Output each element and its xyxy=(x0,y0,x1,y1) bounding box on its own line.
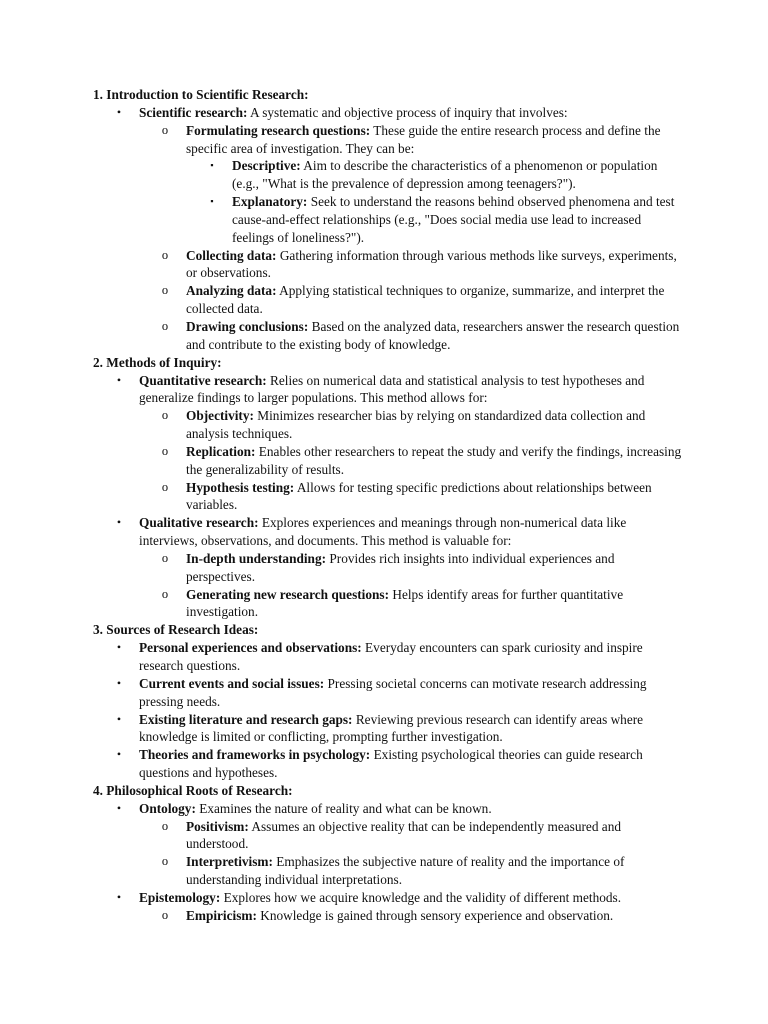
bullet-marker: • xyxy=(116,104,122,119)
item-term: Theories and frameworks in psychology: xyxy=(139,747,371,763)
bullet-marker: ▪ xyxy=(210,196,214,207)
bullet-marker: o xyxy=(161,443,169,458)
bullet-marker: • xyxy=(116,372,122,387)
list-item-level-2 xyxy=(0,479,768,515)
list-item-level-1 xyxy=(0,104,768,122)
list-item-level-2 xyxy=(0,853,768,889)
item-term: Positivism: xyxy=(186,818,249,834)
list-item-level-2 xyxy=(0,282,768,318)
bullet-marker: • xyxy=(116,711,122,726)
item-text: Aim to describe the characteristics of a phenomenon or population (e.g., "What is the prevalence of depression among teenagers?"). xyxy=(232,158,658,192)
bullet-marker: ▪ xyxy=(210,160,214,171)
bullet-marker: • xyxy=(116,640,122,655)
item-text: These guide the entire research process and define the specific area of investigation. They can be: xyxy=(186,122,661,156)
item-term: Empiricism: xyxy=(186,907,257,923)
bullet-marker: • xyxy=(116,675,122,690)
item-text: Everyday encounters can spark curiosity and inspire research questions. xyxy=(139,640,643,673)
item-term: Replication: xyxy=(186,443,256,459)
item-text: Provides rich insights into individual experiences and perspectives. xyxy=(186,550,615,584)
item-term: Qualitative research: xyxy=(139,515,259,531)
item-text: Examines the nature of reality and what can be known. xyxy=(199,800,492,816)
item-text: Pressing societal concerns can motivate research addressing pressing needs. xyxy=(139,675,647,709)
list-item-level-2 xyxy=(0,318,768,354)
item-term: Quantitative research: xyxy=(139,372,267,388)
bullet-marker: • xyxy=(116,889,122,904)
item-term: Current events and social issues: xyxy=(139,675,325,691)
list-item-level-1 xyxy=(0,711,768,747)
item-text: Gathering information through various methods like surveys, experiments, or observations. xyxy=(186,247,677,281)
list-item-level-1 xyxy=(0,889,768,907)
item-term: Descriptive: xyxy=(232,158,301,174)
section-heading: 4. Philosophical Roots of Research: xyxy=(93,782,293,798)
item-text: Existing psychological theories can guide research questions and hypotheses. xyxy=(139,747,643,781)
item-text: Knowledge is gained through sensory experience and observation. xyxy=(260,907,614,923)
item-term: In-depth understanding: xyxy=(186,550,327,566)
list-item-level-3 xyxy=(0,193,768,247)
list-item-level-2 xyxy=(0,247,768,283)
section-heading: 2. Methods of Inquiry: xyxy=(93,354,222,370)
item-term: Generating new research questions: xyxy=(186,586,390,602)
list-item-level-1 xyxy=(0,514,768,550)
item-text: Assumes an objective reality that can be independently measured and understood. xyxy=(186,818,621,852)
item-term: Collecting data: xyxy=(186,247,277,263)
item-term: Interpretivism: xyxy=(186,854,273,870)
item-term: Scientific research: xyxy=(139,104,248,120)
list-item-level-2 xyxy=(0,818,768,854)
list-item-level-1 xyxy=(0,372,768,408)
item-text: Emphasizes the subjective nature of reality and the importance of understanding individual interpretations. xyxy=(186,854,625,888)
item-term: Personal experiences and observations: xyxy=(139,640,362,656)
item-text: Based on the analyzed data, researchers answer the research question and contribute to the existing body of knowledge. xyxy=(186,318,680,352)
bullet-marker: • xyxy=(116,515,122,530)
item-text: Allows for testing specific predictions about relationships between variables. xyxy=(186,479,652,513)
bullet-marker: o xyxy=(161,283,169,298)
list-item-level-2 xyxy=(0,122,768,158)
list-item-level-2 xyxy=(0,907,768,925)
bullet-marker: • xyxy=(116,800,122,815)
bullet-marker: o xyxy=(161,854,169,869)
item-term: Explanatory: xyxy=(232,194,308,210)
list-item-level-1 xyxy=(0,746,768,782)
item-text: Explores how we acquire knowledge and the validity of different methods. xyxy=(223,889,622,905)
item-term: Existing literature and research gaps: xyxy=(139,711,353,727)
list-item-level-1 xyxy=(0,800,768,818)
item-term: Drawing conclusions: xyxy=(186,318,309,334)
item-text: Enables other researchers to repeat the study and verify the findings, increasing the generalizability of results. xyxy=(186,443,682,477)
bullet-marker: o xyxy=(161,818,169,833)
bullet-marker: • xyxy=(116,747,122,762)
item-term: Analyzing data: xyxy=(186,283,277,299)
list-item-level-1 xyxy=(0,675,768,711)
bullet-marker: o xyxy=(161,479,169,494)
item-text: Explores experiences and meanings through non-numerical data like interviews, observations, and documents. This method is valuable for: xyxy=(139,515,627,549)
item-term: Hypothesis testing: xyxy=(186,479,295,495)
bullet-marker: o xyxy=(161,247,169,262)
item-term: Epistemology: xyxy=(139,889,221,905)
list-item-level-1 xyxy=(0,639,768,675)
item-term: Objectivity: xyxy=(186,408,254,424)
list-item-level-2 xyxy=(0,407,768,443)
bullet-marker: o xyxy=(161,408,169,423)
item-text: Minimizes researcher bias by relying on standardized data collection and analysis techniques. xyxy=(186,408,646,442)
bullet-marker: o xyxy=(161,907,169,922)
item-text: A systematic and objective process of inquiry that involves: xyxy=(250,104,568,120)
item-term: Ontology: xyxy=(139,800,196,816)
item-text: Relies on numerical data and statistical analysis to test hypotheses and generalize findings to larger populations. This method allows for: xyxy=(139,372,645,406)
item-text: Reviewing previous research can identify areas where knowledge is limited or conflicting, prompting further investigation. xyxy=(139,711,644,745)
document-page xyxy=(0,86,768,925)
list-item-level-2 xyxy=(0,550,768,586)
bullet-marker: o xyxy=(161,586,169,601)
item-text: Applying statistical techniques to organize, summarize, and interpret the collected data. xyxy=(186,283,665,317)
bullet-marker: o xyxy=(161,122,169,137)
section-heading: 3. Sources of Research Ideas: xyxy=(93,622,259,638)
item-text: Seek to understand the reasons behind observed phenomena and test cause-and-effect relationships (e.g., "Does social media use lead to increased feelings of loneliness?"). xyxy=(232,194,675,245)
list-item-level-3 xyxy=(0,157,768,193)
bullet-marker: o xyxy=(161,318,169,333)
section-heading: 1. Introduction to Scientific Research: xyxy=(93,87,309,102)
list-item-level-2 xyxy=(0,443,768,479)
bullet-marker: o xyxy=(161,550,169,565)
item-term: Formulating research questions: xyxy=(186,122,371,138)
item-text: Helps identify areas for further quantitative investigation. xyxy=(186,586,624,620)
list-item-level-2 xyxy=(0,586,768,622)
